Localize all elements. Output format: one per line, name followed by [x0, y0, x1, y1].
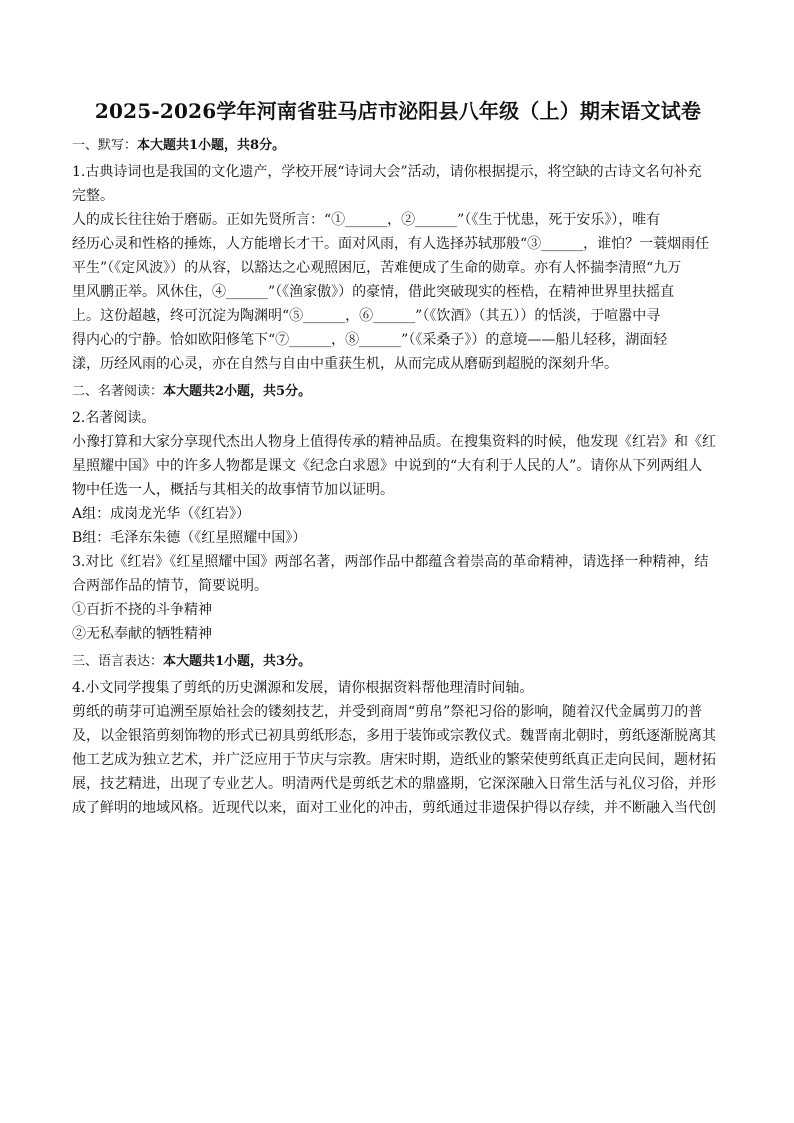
paragraph-line: 里风鹏正举。风休住，④______”（《渔家傲》）的豪情，借此突破现实的桎梏，在精神世界里扶摇直: [72, 284, 675, 300]
section-name: 一、默写：: [72, 138, 138, 153]
paragraph-line: B组：毛泽东朱德（《红星照耀中国》）: [72, 530, 307, 546]
paragraph-line: 人的成长往往始于磨砺。正如先贤所言：“①______，②______”（《生于忧患，死于安乐》），唯有: [72, 212, 661, 228]
section-name: 二、名著阅读：: [72, 384, 164, 399]
section-heading-1: [72, 134, 724, 158]
paragraph-line: 完整。: [72, 188, 114, 204]
section-desc: 本大题共1小题，共3分。: [163, 654, 312, 669]
paragraph-line: 成了鲜明的地域风格。近现代以来，面对工业化的冲击，剪纸通过非遗保护得以存续，并不断融入当代创: [72, 800, 716, 816]
paragraph-line: 上。这份超越，终可沉淀为陶渊明“⑤______，⑥______”（《饮酒》（其五））的恬淡，于喧嚣中寻: [72, 308, 661, 324]
question-1: [72, 160, 724, 376]
question-3: [72, 550, 724, 646]
paragraph-line: 1.古典诗词也是我国的文化遗产，学校开展“诗词大会”活动，请你根据提示，将空缺的古诗文名句补充: [72, 164, 702, 180]
paragraph-line: 他工艺成为独立艺术，并广泛应用于节庆与宗教。唐宋时期，造纸业的繁荣使剪纸真正走向民间，题材拓: [72, 752, 716, 768]
paragraph-line: 得内心的宁静。恰如欧阳修笔下“⑦______，⑧______”（《采桑子》）的意境——船儿轻移，湖面轻: [72, 332, 668, 348]
paragraph-line: 剪纸的萌芽可追溯至原始社会的镂刻技艺，并受到商周“剪帛”祭祀习俗的影响，随着汉代金属剪刀的普: [72, 704, 703, 720]
paragraph-line: 小豫打算和大家分享现代杰出人物身上值得传承的精神品质。在搜集资料的时候，他发现《红岩》和《红: [72, 434, 716, 450]
question-2: [72, 406, 724, 550]
paragraph-line: 及，以金银箔剪刻饰物的形式已初具剪纸形态，多用于装饰或宗教仪式。魏晋南北朝时，剪纸逐渐脱离其: [72, 728, 716, 744]
paragraph-line: 漾，历经风雨的心灵，亦在自然与自由中重获生机，从而完成从磨砺到超脱的深刻升华。: [72, 356, 618, 372]
paragraph-line: 物中任选一人，概括与其相关的故事情节加以证明。: [72, 482, 394, 498]
question-4: [72, 676, 724, 820]
paragraph-line: 4.小文同学搜集了剪纸的历史渊源和发展，请你根据资料帮他理清时间轴。: [72, 680, 534, 696]
paragraph-line: 平生”（《定风波》）的从容，以豁达之心观照困厄，苦难便成了生命的勋章。亦有人怀揣李清照“九万: [72, 260, 682, 276]
paragraph-line: 星照耀中国》中的许多人物都是课文《纪念白求恩》中说到的“大有利于人民的人”。请你从下列两组人: [72, 458, 703, 474]
paragraph-line: ②无私奉献的牺牲精神: [72, 626, 212, 642]
section-desc: 本大题共1小题，共8分。: [137, 138, 286, 153]
exam-title: 2025-2026学年河南省驻马店市泌阳县八年级（上）期末语文试卷: [94, 99, 702, 123]
section-heading-3: [72, 650, 724, 674]
paragraph-line: 经历心灵和性格的捶炼，人方能增长才干。面对风雨，有人选择苏轼那般“③______，谁怕？一蓑烟雨任: [72, 236, 710, 252]
paragraph-line: A组：成岗龙光华（《红岩》）: [72, 506, 251, 522]
paragraph-line: 展，技艺精进，出现了专业艺人。明清两代是剪纸艺术的鼎盛期，它深深融入日常生活与礼仪习俗，并形: [72, 776, 716, 792]
section-name: 三、语言表达：: [72, 654, 164, 669]
section-heading-2: [72, 380, 724, 404]
paragraph-line: ①百折不挠的斗争精神: [72, 602, 212, 618]
exam-page: [72, 98, 724, 820]
paragraph-line: 2.名著阅读。: [72, 410, 156, 426]
paragraph-line: 3.对比《红岩》《红星照耀中国》两部名著，两部作品中都蕴含着崇高的革命精神，请选择一种精神，结: [72, 554, 709, 570]
paragraph-line: 合两部作品的情节，简要说明。: [72, 578, 268, 594]
section-desc: 本大题共2小题，共5分。: [163, 384, 312, 399]
